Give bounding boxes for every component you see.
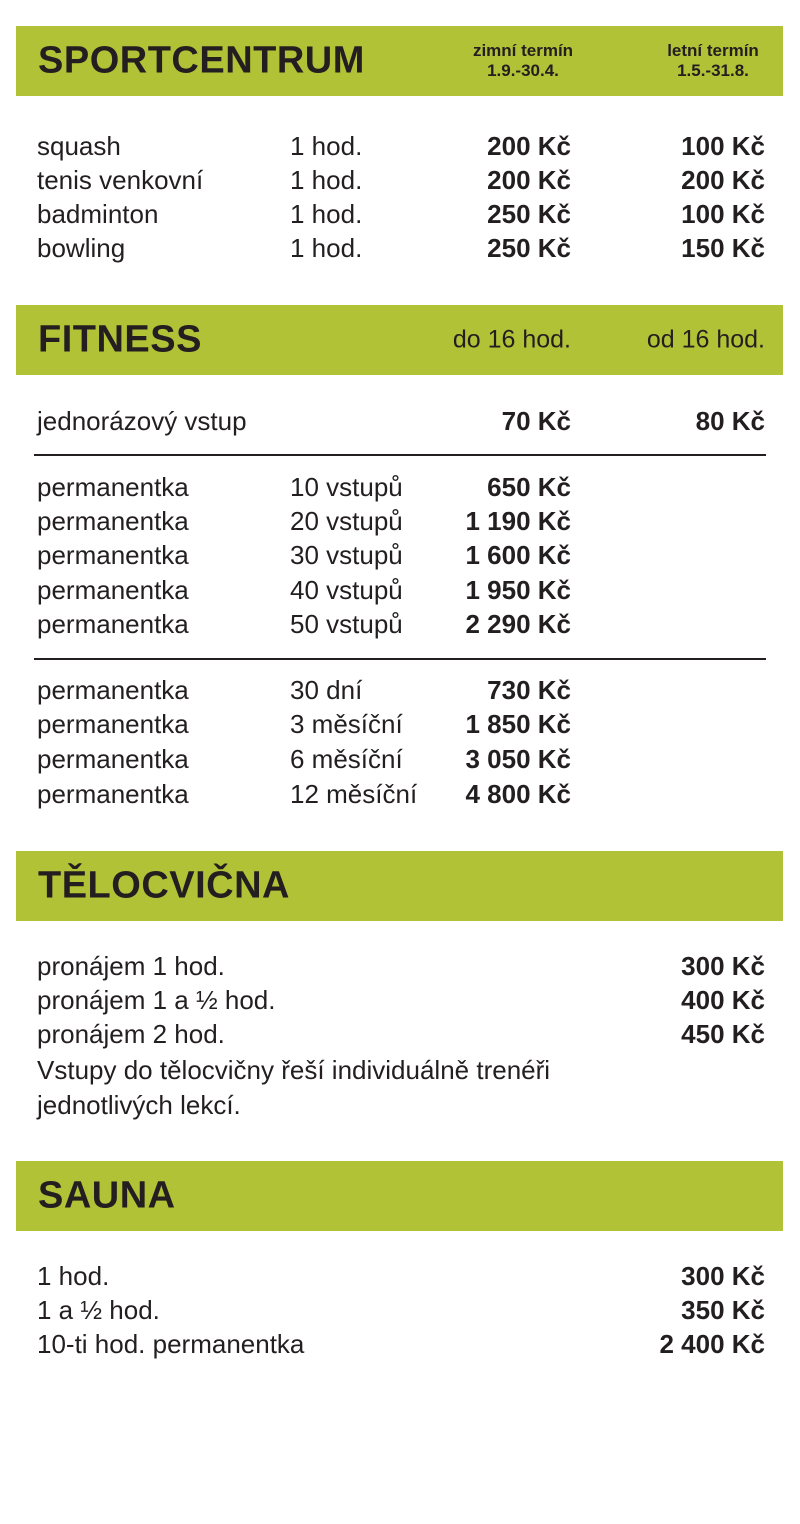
rental-price: 300 Kč <box>681 951 765 981</box>
pass-price: 1 950 Kč <box>465 575 571 605</box>
activity-unit: 1 hod. <box>290 199 363 229</box>
sportcentrum-title: SPORTCENTRUM <box>38 39 365 82</box>
pass-row <box>0 470 800 504</box>
activity-unit: 1 hod. <box>290 233 363 263</box>
pass-price: 3 050 Kč <box>465 744 571 774</box>
sauna-item-name: 1 a ½ hod. <box>37 1295 160 1325</box>
summer-price: 100 Kč <box>681 199 765 229</box>
pass-price: 730 Kč <box>487 675 571 705</box>
telocvicna-title: TĚLOCVIČNA <box>38 864 290 907</box>
fitness-title: FITNESS <box>38 318 202 361</box>
sauna-item-price: 350 Kč <box>681 1295 765 1325</box>
pass-unit: 3 měsíční <box>290 709 403 739</box>
fitness-header <box>16 305 783 375</box>
pass-name: permanentka <box>37 744 189 774</box>
rental-price: 450 Kč <box>681 1019 765 1049</box>
gym-rental-row <box>0 1017 800 1051</box>
sportcentrum-header <box>16 26 783 96</box>
pass-name: permanentka <box>37 675 189 705</box>
activity-name: bowling <box>37 233 126 263</box>
pass-row <box>0 742 800 776</box>
winter-season-header <box>458 41 588 81</box>
single-entry-row <box>0 404 800 438</box>
pass-unit: 12 měsíční <box>290 779 418 809</box>
summer-season-header <box>648 41 778 81</box>
pass-price: 2 290 Kč <box>465 609 571 639</box>
before-16-label: do 16 hod. <box>452 325 571 354</box>
pass-name: permanentka <box>37 779 189 809</box>
summer-price: 150 Kč <box>681 233 765 263</box>
pass-row <box>0 573 800 607</box>
pass-price: 1 850 Kč <box>465 709 571 739</box>
sauna-item-price: 2 400 Kč <box>659 1329 765 1359</box>
pass-name: permanentka <box>37 609 189 639</box>
winter-price: 200 Kč <box>487 165 571 195</box>
pass-name: permanentka <box>37 540 189 570</box>
sauna-item-name: 1 hod. <box>37 1261 110 1291</box>
sauna-row <box>0 1327 800 1361</box>
activity-unit: 1 hod. <box>290 131 363 161</box>
price-row-badminton <box>0 197 800 231</box>
pass-row <box>0 777 800 811</box>
pass-unit: 40 vstupů <box>290 575 403 605</box>
pass-row <box>0 607 800 641</box>
pass-price: 650 Kč <box>487 472 571 502</box>
winter-price: 250 Kč <box>487 233 571 263</box>
pass-name: permanentka <box>37 709 189 739</box>
sauna-header <box>16 1161 783 1231</box>
sauna-item-name: 10-ti hod. permanentka <box>37 1329 305 1359</box>
rental-name: pronájem 2 hod. <box>37 1019 225 1049</box>
price-after-16: 80 Kč <box>695 406 765 436</box>
summer-price: 100 Kč <box>681 131 765 161</box>
activity-name: badminton <box>37 199 159 229</box>
pass-unit: 6 měsíční <box>290 744 403 774</box>
price-row-bowling <box>0 231 800 265</box>
activity-name: tenis venkovní <box>37 165 204 195</box>
divider <box>34 454 766 456</box>
rental-name: pronájem 1 a ½ hod. <box>37 985 276 1015</box>
pass-unit: 20 vstupů <box>290 506 403 536</box>
activity-name: squash <box>37 131 121 161</box>
divider <box>34 658 766 660</box>
telocvicna-header <box>16 851 783 921</box>
summer-season-dates: 1.5.-31.8. <box>677 61 749 80</box>
single-entry-name: jednorázový vstup <box>37 406 247 436</box>
pass-price: 4 800 Kč <box>465 779 571 809</box>
rental-price: 400 Kč <box>681 985 765 1015</box>
activity-unit: 1 hod. <box>290 165 363 195</box>
winter-season-label: zimní termín <box>472 41 574 60</box>
gym-rental-row <box>0 949 800 983</box>
pass-name: permanentka <box>37 575 189 605</box>
pass-name: permanentka <box>37 472 189 502</box>
summer-price: 200 Kč <box>681 165 765 195</box>
pass-unit: 50 vstupů <box>290 609 403 639</box>
pass-unit: 10 vstupů <box>290 472 403 502</box>
summer-season-label: letní termín <box>667 41 759 60</box>
gym-note: Vstupy do tělocvičny řeší individuálně trenéři jednotlivých lekcí. <box>37 1055 551 1120</box>
price-row-squash <box>0 129 800 163</box>
winter-price: 250 Kč <box>487 199 571 229</box>
pass-price: 1 600 Kč <box>465 540 571 570</box>
pass-row <box>0 504 800 538</box>
pass-row <box>0 707 800 741</box>
sauna-item-price: 300 Kč <box>681 1261 765 1291</box>
sauna-row <box>0 1293 800 1327</box>
after-16-label: od 16 hod. <box>646 325 765 354</box>
sauna-title: SAUNA <box>38 1174 176 1217</box>
pass-unit: 30 vstupů <box>290 540 403 570</box>
pass-row <box>0 673 800 707</box>
pass-row <box>0 538 800 572</box>
sauna-row <box>0 1259 800 1293</box>
pass-unit: 30 dní <box>290 675 363 705</box>
price-row-tennis <box>0 163 800 197</box>
gym-rental-row <box>0 983 800 1017</box>
pass-name: permanentka <box>37 506 189 536</box>
pass-price: 1 190 Kč <box>465 506 571 536</box>
winter-season-dates: 1.9.-30.4. <box>487 61 559 80</box>
price-before-16: 70 Kč <box>501 406 571 436</box>
winter-price: 200 Kč <box>487 131 571 161</box>
rental-name: pronájem 1 hod. <box>37 951 225 981</box>
